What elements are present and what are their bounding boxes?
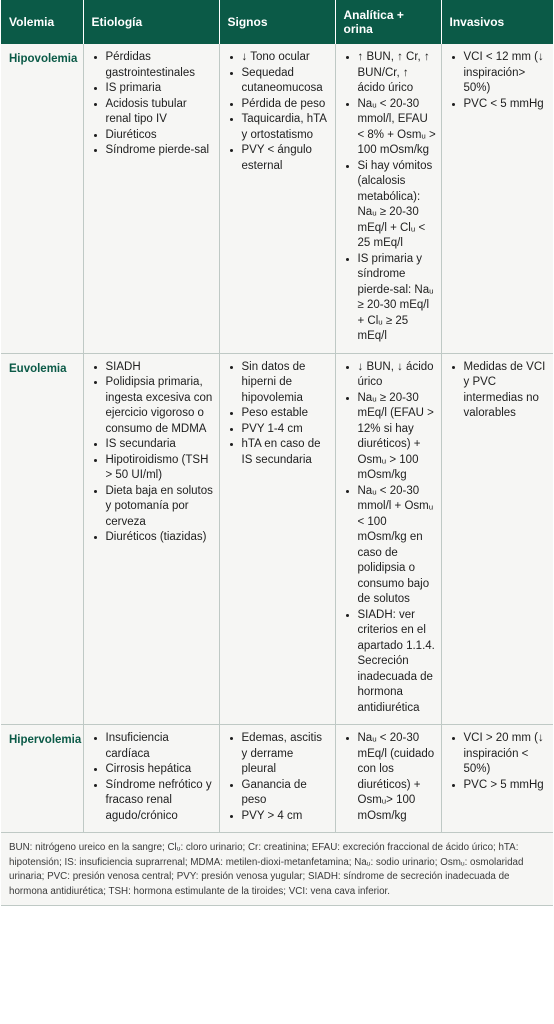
- list-item: • Síndrome pierde-sal: [106, 143, 215, 159]
- invasivos-list: [450, 50, 550, 112]
- list-item: • Ganancia de peso: [242, 778, 331, 809]
- list-item: • ↑ BUN, ↑ Cr, ↑ BUN/Cr, ↑ ácido úrico: [358, 50, 437, 97]
- list-item: • Diuréticos (tiazidas): [106, 530, 215, 546]
- header-invasivos: Invasivos: [441, 0, 553, 44]
- list-item: • PVY < ángulo esternal: [242, 143, 331, 174]
- etiologia-cell: [83, 353, 219, 725]
- list-item: • VCI > 20 mm (↓ inspiración < 50%): [464, 731, 550, 778]
- table-row: [1, 353, 553, 725]
- table-row: [1, 725, 553, 833]
- list-item: • ↓ Tono ocular: [242, 50, 331, 66]
- table-header-row: [1, 0, 553, 44]
- analitica-cell: [335, 44, 441, 353]
- analitica-cell: [335, 353, 441, 725]
- footnote: BUN: nitrógeno ureico en la sangre; Clᵤ: cloro urinario; Cr: creatinina; EFAU: excreción fraccional de ácido úrico; hTA: hipotensión; IS: insuficiencia suprarrenal; MDMA: metilen-dioxi-metanfetamina; Naᵤ: sodio urinario; Osmᵤ: osmolaridad urinaria; PVC: presión venosa central; PVY: presión venosa yugular; SIADH: síndrome de secreción inadecuada de hormona antidiurética; TSH: hormona estimulante de la tiroides; VCI: vena cava inferior.: [1, 833, 553, 906]
- list-item: • Diuréticos: [106, 128, 215, 144]
- etiologia-list: [92, 50, 215, 159]
- list-item: • IS primaria: [106, 81, 215, 97]
- list-item: • PVY 1-4 cm: [242, 422, 331, 438]
- list-item: • Naᵤ < 20-30 mmol/l + Osmᵤ < 100 mOsm/kg en caso de polidipsia o consumo bajo de solutos: [358, 484, 437, 608]
- list-item: • Taquicardia, hTA y ortostatismo: [242, 112, 331, 143]
- list-item: • IS primaria y síndrome pierde-sal: Naᵤ ≥ 20-30 mEq/l + Clᵤ ≥ 25 mEq/l: [358, 252, 437, 345]
- volemia-table: [1, 0, 553, 833]
- etiologia-list: [92, 731, 215, 824]
- analitica-cell: [335, 725, 441, 833]
- invasivos-cell: [441, 353, 553, 725]
- volemia-table-container: [1, 0, 553, 906]
- invasivos-list: [450, 731, 550, 793]
- analitica-list: [344, 731, 437, 824]
- signos-cell: [219, 44, 335, 353]
- list-item: • Sequedad cutaneomucosa: [242, 66, 331, 97]
- invasivos-cell: [441, 725, 553, 833]
- list-item: • Pérdida de peso: [242, 97, 331, 113]
- list-item: • PVC < 5 mmHg: [464, 97, 550, 113]
- list-item: • Sin datos de hiperni de hipovolemia: [242, 360, 331, 407]
- table-row: [1, 44, 553, 353]
- list-item: • Polidipsia primaria, ingesta excesiva con ejercicio vigoroso o consumo de MDMA: [106, 375, 215, 437]
- list-item: • PVY > 4 cm: [242, 809, 331, 825]
- list-item: • PVC > 5 mmHg: [464, 778, 550, 794]
- list-item: • hTA en caso de IS secundaria: [242, 437, 331, 468]
- header-analitica: Analítica + orina: [335, 0, 441, 44]
- list-item: • IS secundaria: [106, 437, 215, 453]
- etiologia-cell: [83, 44, 219, 353]
- signos-list: [228, 50, 331, 174]
- list-item: • Dieta baja en solutos y potomanía por cerveza: [106, 484, 215, 531]
- list-item: • Pérdidas gastrointestinales: [106, 50, 215, 81]
- list-item: • Naᵤ ≥ 20-30 mEq/l (EFAU > 12% si hay diuréticos) + Osmᵤ > 100 mOsm/kg: [358, 391, 437, 484]
- header-signos: Signos: [219, 0, 335, 44]
- etiologia-cell: [83, 725, 219, 833]
- list-item: • Cirrosis hepática: [106, 762, 215, 778]
- list-item: • Naᵤ < 20-30 mmol/l, EFAU < 8% + Osmᵤ > 100 mOsm/kg: [358, 97, 437, 159]
- list-item: • Edemas, ascitis y derrame pleural: [242, 731, 331, 778]
- list-item: • Medidas de VCI y PVC intermedias no valorables: [464, 360, 550, 422]
- list-item: • Síndrome nefrótico y fracaso renal agudo/crónico: [106, 778, 215, 825]
- etiologia-list: [92, 360, 215, 546]
- volemia-cell: Hipervolemia: [1, 725, 83, 833]
- list-item: • SIADH: ver criterios en el apartado 1.1.4. Secreción inadecuada de hormona antidiurética: [358, 608, 437, 717]
- header-volemia: Volemia: [1, 0, 83, 44]
- list-item: • Hipotiroidismo (TSH > 50 UI/ml): [106, 453, 215, 484]
- signos-list: [228, 731, 331, 824]
- signos-cell: [219, 725, 335, 833]
- list-item: • SIADH: [106, 360, 215, 376]
- list-item: • VCI < 12 mm (↓ inspiración> 50%): [464, 50, 550, 97]
- table-body: [1, 44, 553, 833]
- signos-cell: [219, 353, 335, 725]
- invasivos-list: [450, 360, 550, 422]
- volemia-cell: Hipovolemia: [1, 44, 83, 353]
- volemia-cell: Euvolemia: [1, 353, 83, 725]
- list-item: • Acidosis tubular renal tipo IV: [106, 97, 215, 128]
- list-item: • ↓ BUN, ↓ ácido úrico: [358, 360, 437, 391]
- list-item: • Si hay vómitos (alcalosis metabólica): Naᵤ ≥ 20-30 mEq/l + Clᵤ < 25 mEq/l: [358, 159, 437, 252]
- list-item: • Peso estable: [242, 406, 331, 422]
- analitica-list: [344, 360, 437, 717]
- analitica-list: [344, 50, 437, 345]
- header-etiologia: Etiología: [83, 0, 219, 44]
- list-item: • Naᵤ < 20-30 mEq/l (cuidado con los diuréticos) + Osmᵤ> 100 mOsm/kg: [358, 731, 437, 824]
- invasivos-cell: [441, 44, 553, 353]
- list-item: • Insuficiencia cardíaca: [106, 731, 215, 762]
- signos-list: [228, 360, 331, 469]
